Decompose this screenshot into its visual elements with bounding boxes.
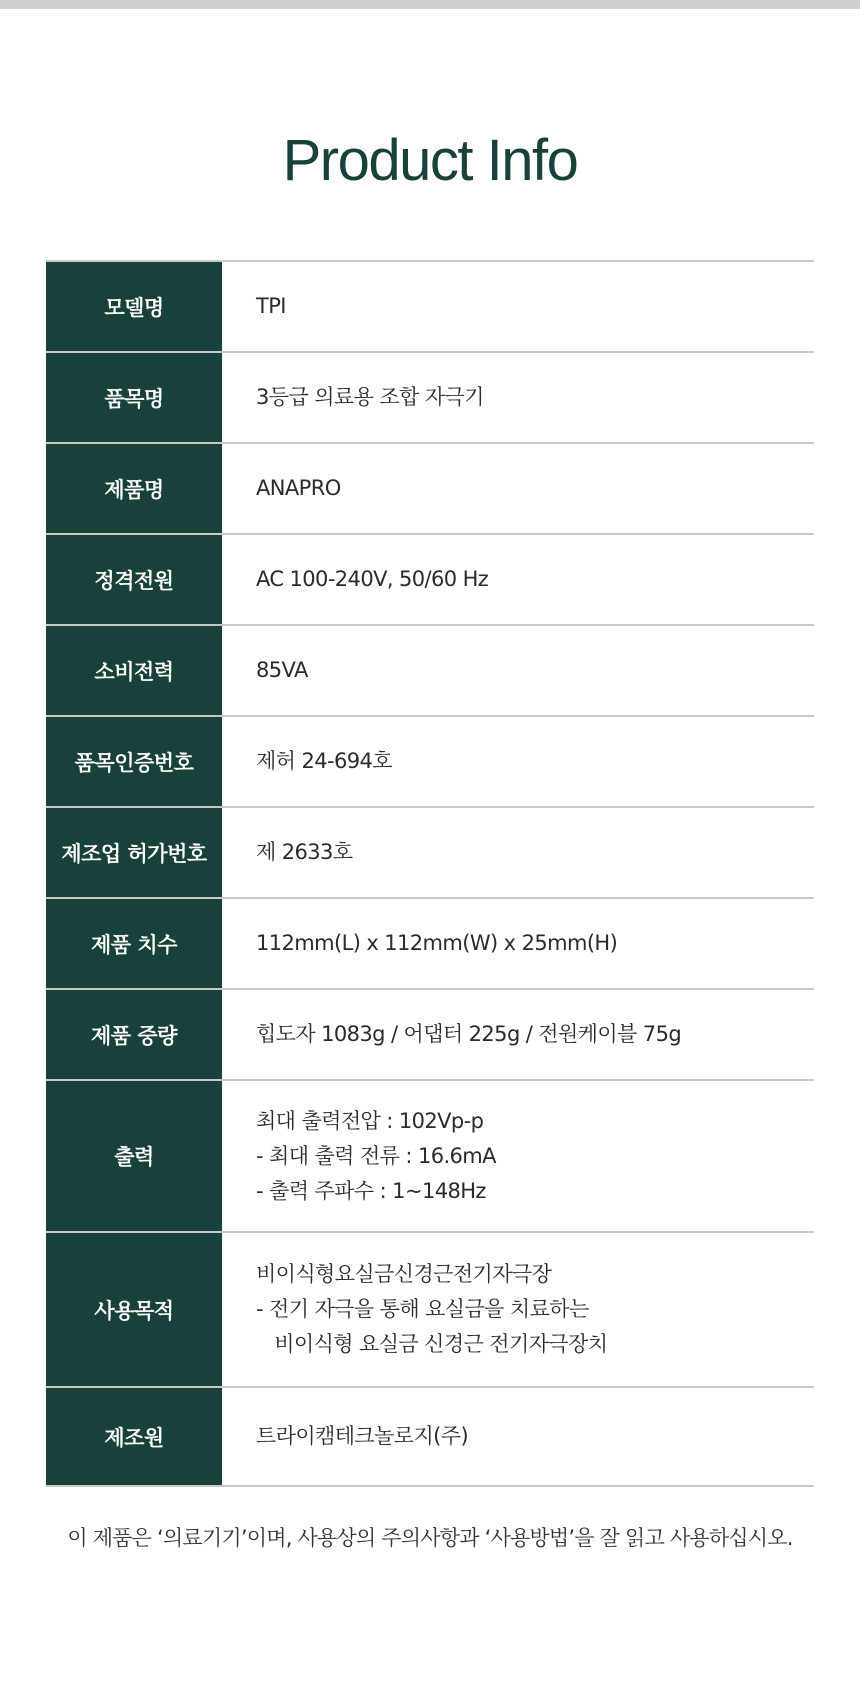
spec-label: 출력	[46, 1081, 222, 1231]
spec-row-certification-number	[46, 717, 814, 808]
spec-value-line: 3등급 의료용 조합 자극기	[256, 385, 484, 409]
spec-value-line: 힙도자 1083g / 어댑터 225g / 전원케이블 75g	[256, 1022, 682, 1046]
spec-value	[222, 353, 814, 442]
spec-row-output	[46, 1081, 814, 1233]
spec-value-line: - 출력 주파수 : 1~148Hz	[256, 1178, 486, 1203]
spec-table	[46, 260, 814, 1487]
spec-value-line: 트라이캠테크놀로지(주)	[256, 1424, 469, 1448]
spec-value-line: - 최대 출력 전류 : 16.6mA	[256, 1143, 496, 1168]
spec-value-line: ANAPRO	[256, 476, 341, 500]
medical-device-notice: 이 제품은 ‘의료기기’이며, 사용상의 주의사항과 ‘사용방법’을 잘 읽고 사용하십시오.	[67, 1526, 793, 1550]
spec-value-line: 85VA	[256, 658, 308, 682]
spec-value-line: 최대 출력전압 : 102Vp-p	[256, 1108, 484, 1133]
spec-label: 제조원	[46, 1388, 222, 1485]
spec-label: 품목인증번호	[46, 717, 222, 806]
spec-value	[222, 262, 814, 351]
spec-row-dimensions	[46, 899, 814, 990]
top-divider-bar	[0, 0, 860, 9]
spec-label: 소비전력	[46, 626, 222, 715]
spec-row-model-name	[46, 262, 814, 353]
spec-value	[222, 626, 814, 715]
spec-row-item-name	[46, 353, 814, 444]
spec-value-line: 비이식형 요실금 신경근 전기자극장치	[256, 1332, 608, 1356]
spec-row-product-name	[46, 444, 814, 535]
spec-value-line: 제 2633호	[256, 840, 353, 864]
spec-label: 제품명	[46, 444, 222, 533]
spec-value-line: 112mm(L) x 112mm(W) x 25mm(H)	[256, 931, 618, 955]
spec-row-manufacturing-license	[46, 808, 814, 899]
spec-value-line: 제허 24-694호	[256, 749, 392, 773]
spec-label: 제조업 허가번호	[46, 808, 222, 897]
spec-value	[222, 990, 814, 1079]
spec-value	[222, 808, 814, 897]
spec-value	[222, 535, 814, 624]
spec-value-line: - 전기 자극을 통해 요실금을 치료하는	[256, 1297, 589, 1321]
spec-label: 모델명	[46, 262, 222, 351]
spec-row-intended-use	[46, 1233, 814, 1388]
spec-label: 정격전원	[46, 535, 222, 624]
spec-value	[222, 1233, 814, 1386]
spec-value	[222, 717, 814, 806]
spec-row-power-consumption	[46, 626, 814, 717]
spec-row-manufacturer	[46, 1388, 814, 1487]
page-title: Product Info	[282, 128, 578, 193]
spec-label: 품목명	[46, 353, 222, 442]
spec-label: 제품 치수	[46, 899, 222, 988]
spec-row-weight	[46, 990, 814, 1081]
spec-value	[222, 899, 814, 988]
spec-value	[222, 1081, 814, 1231]
spec-value-line: 비이식형요실금신경근전기자극장	[256, 1262, 552, 1286]
spec-label: 제품 중량	[46, 990, 222, 1079]
spec-value-line: AC 100-240V, 50/60 Hz	[256, 567, 489, 591]
spec-row-rated-power	[46, 535, 814, 626]
spec-label: 사용목적	[46, 1233, 222, 1386]
spec-value	[222, 444, 814, 533]
spec-value	[222, 1388, 814, 1485]
spec-value-line: TPI	[256, 294, 286, 318]
